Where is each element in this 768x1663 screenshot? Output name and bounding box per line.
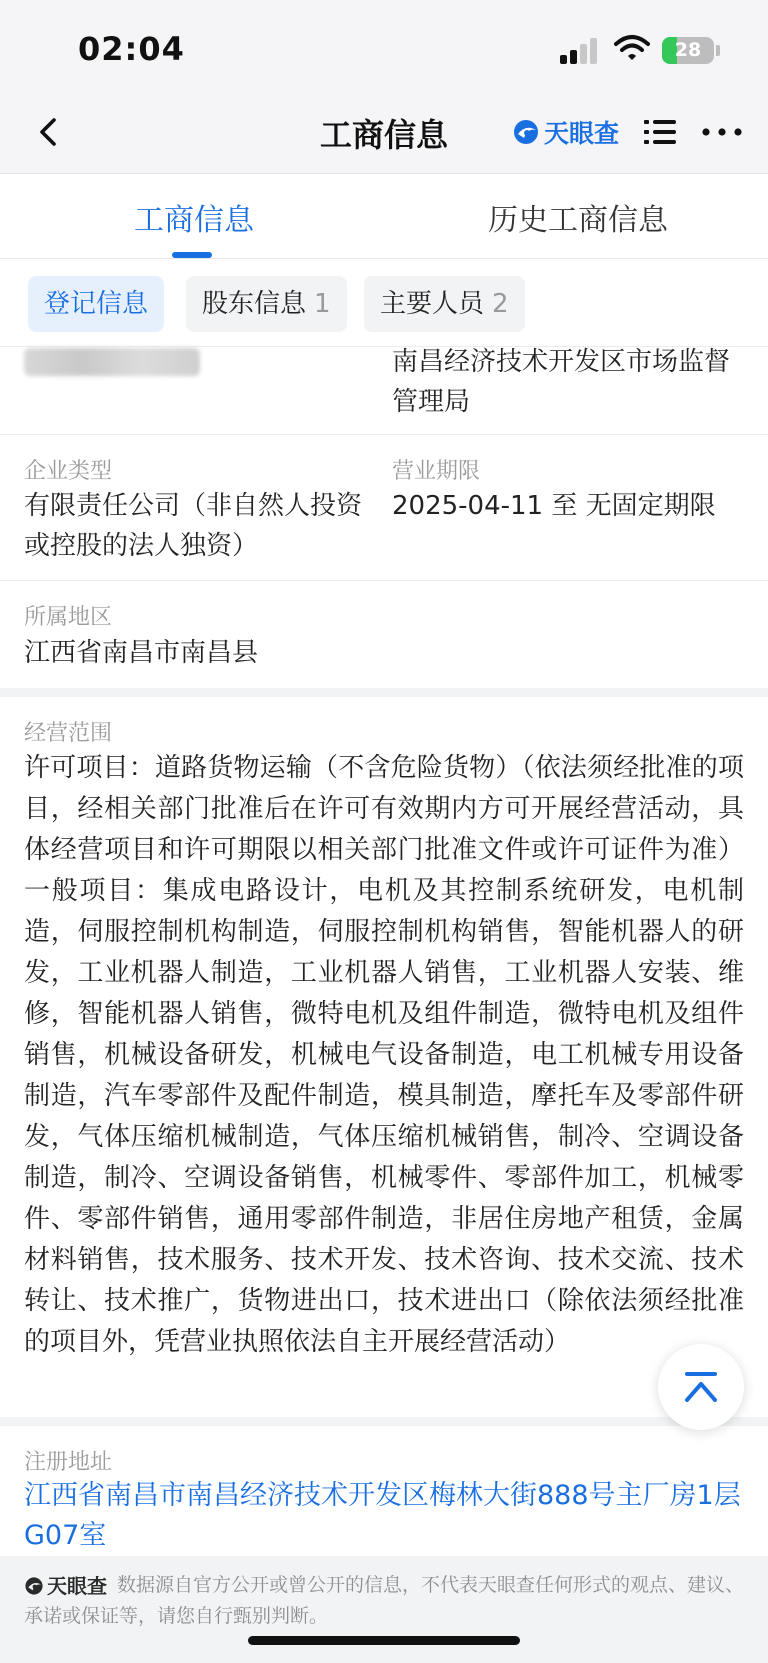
- page-title: 工商信息: [319, 116, 448, 154]
- redacted-value: [24, 348, 200, 376]
- chip-key-personnel[interactable]: [364, 276, 525, 332]
- arrow-up-to-top-icon: [681, 1368, 721, 1406]
- sub-tab-chips: [0, 259, 768, 347]
- business-term-label: 营业期限: [392, 459, 481, 484]
- back-to-top-button[interactable]: [658, 1344, 744, 1430]
- active-tab-indicator: [172, 252, 212, 258]
- battery-percent: 28: [674, 39, 702, 61]
- divider: [0, 434, 768, 435]
- footer-brand: [24, 1571, 107, 1601]
- nav-bar: [0, 96, 768, 174]
- region-value: 江西省南昌市南昌县: [24, 638, 259, 668]
- footer-disclaimer: [0, 1556, 768, 1663]
- business-term-value: 2025-04-11 至 无固定期限: [392, 491, 716, 521]
- list-menu-icon[interactable]: [640, 112, 680, 152]
- chip-count: 1: [314, 289, 331, 319]
- tianyancha-eye-icon: [24, 1576, 44, 1596]
- battery-tip: [716, 45, 720, 56]
- disclaimer-body: 数据源自官方公开或曾公开的信息，不代表天眼查任何形式的观点、建议、承诺或保证等，请您自行甄别判断。: [24, 1574, 745, 1627]
- company-type-value: 有限责任公司（非自然人投资或控股的法人独资）: [24, 491, 363, 561]
- section-gap: [0, 1417, 768, 1426]
- tab-bar: [0, 175, 768, 259]
- chip-shareholder-info[interactable]: [186, 276, 347, 332]
- battery-icon: [662, 37, 714, 64]
- more-options-icon[interactable]: [700, 112, 744, 152]
- tianyancha-eye-icon: [512, 118, 540, 146]
- registration-authority-value: 南昌经济技术开发区市场监督管理局: [392, 347, 731, 417]
- chip-count: 2: [492, 289, 509, 319]
- business-scope-label: 经营范围: [24, 721, 113, 746]
- tab-business-info[interactable]: 工商信息: [134, 203, 254, 238]
- region-label: 所属地区: [24, 605, 113, 630]
- section-gap: [0, 688, 768, 697]
- brand-logo[interactable]: [512, 114, 619, 150]
- registered-address-label: 注册地址: [24, 1450, 113, 1475]
- disclaimer-text: [24, 1570, 744, 1631]
- registered-address-link[interactable]: 江西省南昌市南昌经济技术开发区梅林大街888号主厂房1层G07室: [24, 1480, 741, 1551]
- cellular-signal-icon: [560, 38, 600, 64]
- brand-name: 天眼查: [544, 119, 620, 148]
- business-scope-value: 许可项目：道路货物运输（不含危险货物）（依法须经批准的项目，经相关部门批准后在许可有效期内方可开展经营活动，具体经营项目和许可期限以相关部门批准文件或许可证件为准）一般项目：集成电路设计，电机及其控制系统研发，电机制造，伺服控制机构制造，伺服控制机构销售，智能机器人的研发，工业机器人制造，工业机器人销售，工业机器人安装、维修，智能机器人销售，微特电机及组件制造，微特电机及组件销售，机械设备研发，机械电气设备制造，电工机械专用设备制造，汽车零部件及配件制造，模具制造，摩托车及零部件研发，气体压缩机械制造，气体压缩机械销售，制冷、空调设备制造，制冷、空调设备销售，机械零件、零部件加工，机械零件、零部件销售，通用零部件制造，非居住房地产租赁，金属材料销售，技术服务、技术开发、技术咨询、技术交流、技术转让、技术推广，货物进出口，技术进出口（除依法须经批准的项目外，凭营业执照依法自主开展经营活动）: [24, 753, 744, 1357]
- company-type-label: 企业类型: [24, 459, 113, 484]
- status-time: 02:04: [78, 30, 185, 68]
- chip-label: 登记信息: [44, 289, 149, 319]
- home-indicator: [248, 1636, 520, 1645]
- tab-history-business-info[interactable]: 历史工商信息: [488, 203, 668, 238]
- wifi-icon: [614, 34, 650, 62]
- chip-label: 股东信息: [202, 289, 307, 319]
- status-bar: [0, 0, 768, 96]
- divider: [0, 580, 768, 581]
- chip-label: 主要人员: [380, 289, 485, 319]
- footer-brand-name: 天眼查: [47, 1573, 107, 1598]
- chip-registration-info[interactable]: [28, 276, 164, 332]
